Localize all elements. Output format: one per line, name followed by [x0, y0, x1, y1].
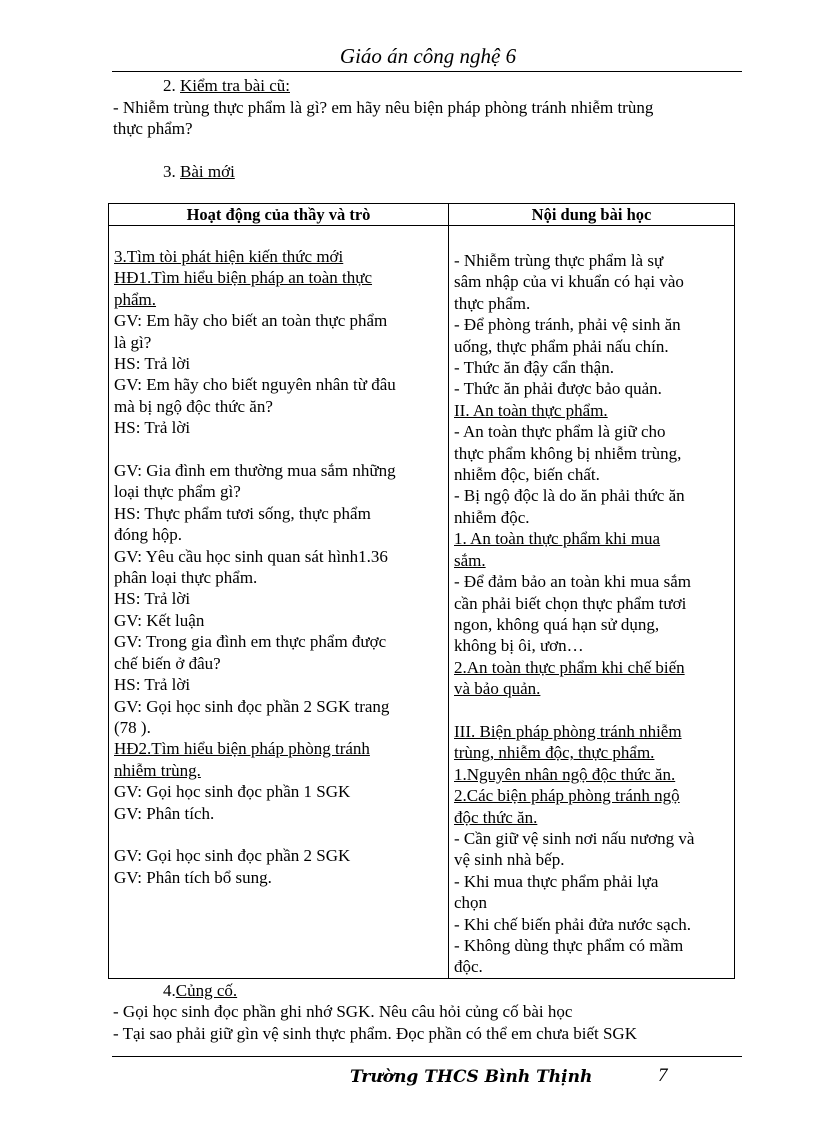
activity-line: mà bị ngộ độc thức ăn? — [114, 396, 273, 416]
new-lesson-heading: 3. Bài mới — [163, 162, 235, 181]
activity-line: 3.Tìm tòi phát hiện kiến thức mới — [114, 247, 344, 266]
content-line: cần phải biết chọn thực phẩm tươi — [454, 593, 687, 613]
header-rule — [112, 71, 742, 72]
content-line: uống, thực phẩm phải nấu chín. — [454, 336, 669, 356]
content-line: 2.Các biện pháp phòng tránh ngộ — [454, 786, 680, 806]
activity-line: GV: Phân tích bổ sung. — [114, 867, 272, 887]
content-line: và bảo quản. — [454, 679, 541, 699]
lesson-table — [108, 203, 735, 979]
content-line: - An toàn thực phẩm là giữ cho — [454, 422, 666, 442]
check-question-line1: - Nhiễm trùng thực phẩm là gì? em hãy nêu biện pháp phòng tránh nhiễm trùng — [113, 98, 654, 117]
content-line: - Bị ngộ độc là do ăn phải thức ăn — [454, 486, 685, 506]
content-line: không bị ôi, ươn… — [454, 636, 584, 656]
activity-line — [114, 824, 444, 845]
activity-line: loại thực phẩm gì? — [114, 482, 241, 502]
activity-line: GV: Gọi học sinh đọc phần 2 SGK trang — [114, 696, 390, 716]
activity-line: GV: Em hãy cho biết an toàn thực phẩm — [114, 311, 388, 331]
content-line: sắm. — [454, 550, 486, 570]
activity-line: GV: Phân tích. — [114, 803, 215, 823]
activity-line: HS: Trả lời — [114, 589, 191, 609]
content-line: - Để đảm bảo an toàn khi mua sắm — [454, 572, 691, 592]
activity-line: HĐ2.Tìm hiểu biện pháp phòng tránh — [114, 739, 370, 759]
activity-line: chế biến ở đâu? — [114, 653, 221, 673]
content-line — [454, 700, 730, 721]
activity-line: GV: Yêu cầu học sinh quan sát hình1.36 — [114, 546, 388, 566]
content-line: - Nhiễm trùng thực phẩm là sự — [454, 251, 664, 270]
content-line: - Thức ăn đậy cẩn thận. — [454, 358, 614, 378]
content-line: thực phẩm không bị nhiễm trùng, — [454, 443, 682, 463]
footer-rule — [112, 1056, 742, 1057]
activities-cell — [109, 226, 449, 979]
activity-line: GV: Gọi học sinh đọc phần 2 SGK — [114, 846, 351, 866]
activity-line: nhiễm trùng. — [114, 760, 201, 780]
activity-line: HĐ1.Tìm hiểu biện pháp an toàn thực — [114, 268, 373, 288]
check-question-line2: thực phẩm? — [113, 119, 193, 138]
activity-line: GV: Trong gia đình em thực phẩm được — [114, 632, 387, 652]
content-line: - Khi chế biến phải đửa nước sạch. — [454, 914, 692, 934]
activity-line: GV: Gia đình em thường mua sắm những — [114, 461, 396, 481]
content-line: trùng, nhiễm độc, thực phẩm. — [454, 743, 655, 763]
content-line: 1.Nguyên nhân ngộ độc thức ăn. — [454, 764, 676, 784]
content-line: sâm nhập của vi khuẩn có hại vào — [454, 272, 684, 292]
content-line: độc thức ăn. — [454, 807, 538, 827]
content-line: - Cần giữ vệ sinh nơi nấu nương và — [454, 828, 695, 848]
content-line: ngon, không quá hạn sử dụng, — [454, 614, 660, 634]
content-line: - Không dùng thực phẩm có mầm — [454, 935, 684, 955]
activity-line: phân loại thực phẩm. — [114, 568, 258, 588]
activity-line: HS: Thực phẩm tươi sống, thực phẩm — [114, 503, 371, 523]
activity-line: GV: Gọi học sinh đọc phần 1 SGK — [114, 782, 351, 802]
activity-line: đóng hộp. — [114, 525, 182, 545]
consolidate-heading: 4.Củng cố. — [163, 981, 238, 1000]
consolidate-line1: - Gọi học sinh đọc phần ghi nhớ SGK. Nêu câu hỏi củng cố bài học — [113, 1002, 573, 1021]
activity-line — [114, 439, 444, 460]
column-header-activities: Hoạt động của thầy và trò — [109, 204, 449, 226]
activity-line: HS: Trả lời — [114, 675, 191, 695]
school-name: Trường THCS Bình Thịnh — [350, 1067, 593, 1087]
activity-line: phẩm. — [114, 289, 157, 309]
content-line: II. An toàn thực phẩm. — [454, 400, 608, 420]
column-header-content: Nội dung bài học — [449, 204, 735, 226]
check-heading: 2. Kiểm tra bài cũ: — [163, 76, 290, 95]
content-line: - Khi mua thực phẩm phải lựa — [454, 871, 659, 891]
content-line: chọn — [454, 893, 488, 913]
content-line: nhiễm độc, biến chất. — [454, 465, 600, 485]
content-line: 1. An toàn thực phẩm khi mua — [454, 529, 661, 549]
document-header-title: Giáo án công nghệ 6 — [339, 44, 517, 68]
content-line: - Để phòng tránh, phải vệ sinh ăn — [454, 315, 681, 335]
content-line: độc. — [454, 957, 483, 977]
content-line: 2.An toàn thực phẩm khi chế biến — [454, 657, 685, 677]
activity-line: GV: Em hãy cho biết nguyên nhân từ đâu — [114, 375, 396, 395]
activity-line: HS: Trả lời — [114, 354, 191, 374]
content-line: thực phẩm. — [454, 293, 531, 313]
content-line: vệ sinh nhà bếp. — [454, 850, 565, 870]
content-cell — [449, 226, 735, 979]
page-number: 7 — [658, 1065, 668, 1086]
activity-line: GV: Kết luận — [114, 610, 205, 630]
activity-line: là gì? — [114, 332, 152, 352]
activity-line: (78 ). — [114, 717, 151, 737]
consolidate-line2: - Tại sao phải giữ gìn vệ sinh thực phẩm. Đọc phần có thể em chưa biết SGK — [113, 1024, 637, 1043]
content-line: III. Biện pháp phòng tránh nhiễm — [454, 721, 682, 741]
activity-line: HS: Trả lời — [114, 418, 191, 438]
content-line: nhiễm độc. — [454, 507, 530, 527]
content-line: - Thức ăn phải được bảo quản. — [454, 379, 662, 399]
